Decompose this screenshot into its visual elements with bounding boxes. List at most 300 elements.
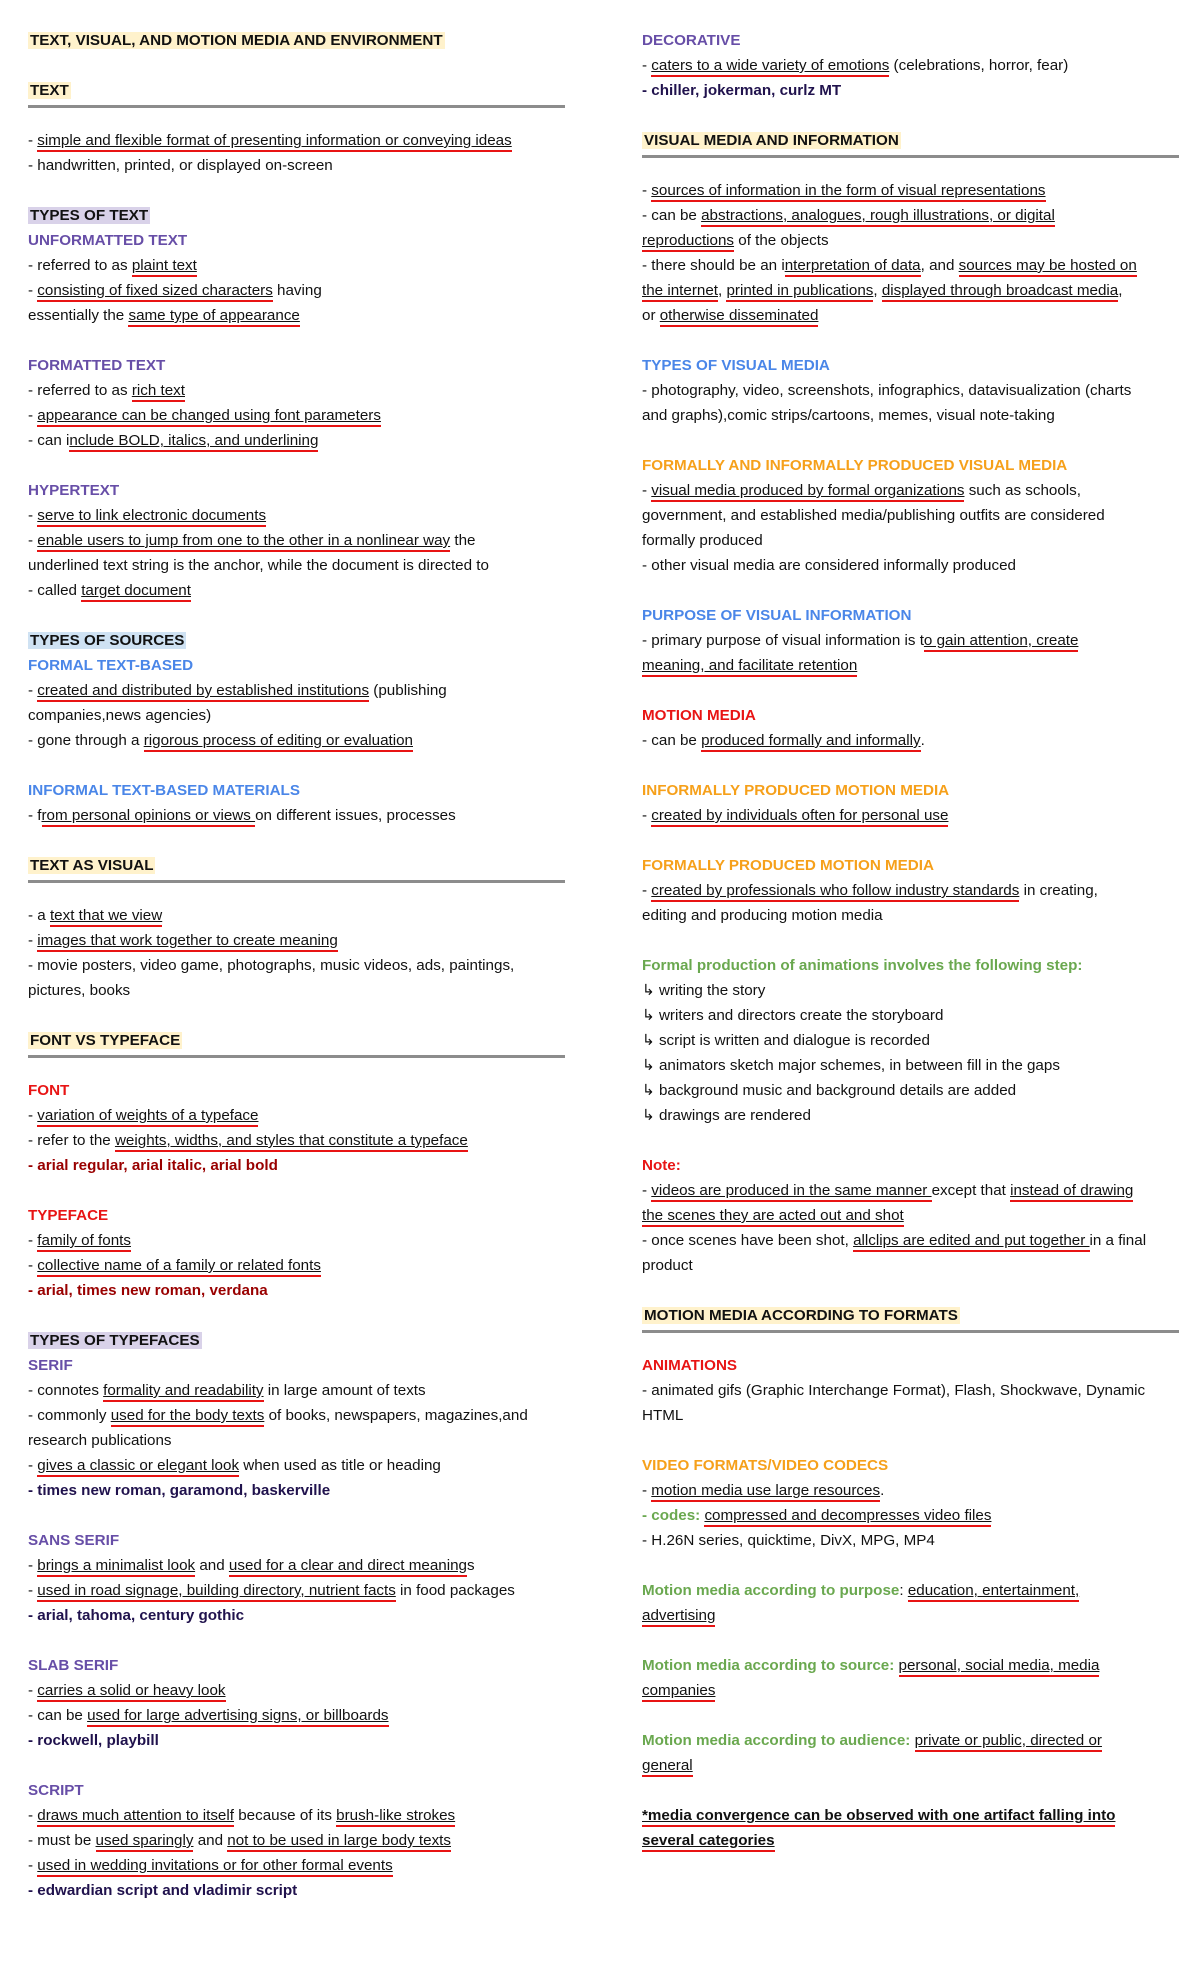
spacer [642,1128,1182,1153]
underlined-phrase: appearance can be changed using font parameters [37,407,381,424]
underlined-phrase: compressed and decompresses video files [704,1507,992,1524]
text-segment: when used as title or heading [239,1457,441,1474]
text-line [28,1228,568,1253]
text-segment: in large amount of texts [263,1382,426,1399]
underlined-phrase: not to be used in large body texts [227,1832,451,1849]
text-segment: because of its [233,1807,337,1824]
text-line [642,528,1182,553]
text-line [642,378,1182,403]
text-line [642,1078,1182,1103]
spacer [642,428,1182,453]
text-segment: ↳ writing the story [642,982,766,999]
heading-text: Formal production of animations involves the following step: [642,957,1083,974]
text-line [642,1578,1182,1603]
text-line [642,1053,1182,1078]
text-line [28,1378,568,1403]
text-segment: , [873,282,882,299]
underlined-phrase: images that work together to create meaning [37,932,338,949]
heading-types-of-text [28,203,568,228]
text-segment: . [920,732,925,749]
text-segment: - can be [28,1707,88,1724]
text-line [642,1728,1182,1753]
text-segment: underlined text string is the anchor, while the document is directed to [28,557,489,574]
spacer [28,53,568,78]
text-line [28,953,568,978]
heading-text: MOTION MEDIA [642,707,756,724]
text-segment: - [28,132,38,149]
heading-text: FORMAL TEXT-BASED [28,657,194,674]
text-line [642,1253,1182,1278]
heading-text: SCRIPT [28,1782,84,1799]
underlined-phrase: variation of weights of a typeface [37,1107,259,1124]
underlined-phrase: rich text [131,382,185,399]
text-segment: - rockwell, playbill [28,1732,159,1749]
text-line [642,628,1182,653]
heading-decorative [642,28,1182,53]
text-segment: and [193,1832,228,1849]
heading-informal-text-based-materials [28,778,568,803]
underlined-phrase: rigorous process of editing or evaluation [143,732,413,749]
text-line [642,253,1182,278]
text-line [28,1278,568,1303]
text-line [642,278,1182,303]
spacer [642,928,1182,953]
text-line [28,728,568,753]
underlined-phrase: the scenes they are acted out and shot [642,1207,904,1224]
text-segment: - must be [28,1832,96,1849]
underlined-phrase: created by professionals who follow industry standards [651,882,1020,899]
divider-line [642,1330,1179,1333]
underlined-phrase: personal, social media, media [898,1657,1100,1674]
text-segment: - [642,482,652,499]
text-segment: ↳ writers and directors create the storyboard [642,1007,944,1024]
underlined-phrase: produced formally and informally [701,732,921,749]
heading-font [28,1078,568,1103]
text-segment: codes: [651,1507,705,1524]
text-segment: - [28,1457,38,1474]
text-segment: - [28,1557,38,1574]
text-line [642,653,1182,678]
heading-text: TYPES OF TYPEFACES [30,1332,200,1349]
text-segment: ↳ script is written and dialogue is recorded [642,1032,930,1049]
left-column [28,28,568,1903]
text-segment: and [195,1557,229,1574]
text-segment: - [642,882,652,899]
heading-text: FORMALLY AND INFORMALLY PRODUCED VISUAL MEDIA [642,457,1068,474]
text-line [28,1403,568,1428]
underlined-phrase: instead of drawing [1010,1182,1134,1199]
heading-text: VISUAL MEDIA AND INFORMATION [644,132,899,149]
text-segment: product [642,1257,693,1274]
text-line [28,503,568,528]
text-segment: - [642,1182,652,1199]
text-line [642,1378,1182,1403]
heading-motion-media-according-to-formats [642,1303,1182,1328]
text-line [642,903,1182,928]
heading-types-of-typefaces [28,1328,568,1353]
heading-video-formats-video-codecs [642,1453,1182,1478]
heading-text: FONT [28,1082,70,1099]
heading-unformatted-text [28,228,568,253]
text-segment: - [28,1257,38,1274]
heading-text: ANIMATIONS [642,1357,738,1374]
text-segment: on different issues, processes [255,807,456,824]
text-segment: research publications [28,1432,172,1449]
text-line [28,1678,568,1703]
underlined-phrase: used in road signage, building directory, nutrient facts [37,1582,396,1599]
text-line [28,1853,568,1878]
heading-text: INFORMALLY PRODUCED MOTION MEDIA [642,782,950,799]
text-segment: - gone through a [28,732,144,749]
heading-types-of-visual-media [642,353,1182,378]
text-segment: - movie posters, video game, photographs, music videos, ads, paintings, [28,957,515,974]
text-segment: , [1118,282,1123,299]
text-line [28,378,568,403]
text-line [28,703,568,728]
text-line [28,1578,568,1603]
text-segment: having [272,282,322,299]
underlined-phrase: general [642,1757,693,1774]
underlined-phrase: created and distributed by established institutions [37,682,370,699]
underlined-phrase: weights, widths, and styles that constitute a typeface [114,1132,468,1149]
heading-text: VIDEO FORMATS/VIDEO CODECS [642,1457,889,1474]
text-line [28,528,568,553]
underlined-phrase: private or public, directed or [914,1732,1102,1749]
heading-text: SANS SERIF [28,1532,120,1549]
spacer [28,828,568,853]
text-segment: of the objects [734,232,829,249]
text-line [28,803,568,828]
text-line [642,228,1182,253]
spacer [642,578,1182,603]
underlined-phrase: used for a clear and direct meaning [228,1557,467,1574]
text-segment: - [642,807,652,824]
text-line [28,1153,568,1178]
heading-text: SLAB SERIF [28,1657,119,1674]
underlined-phrase: brings a minimalist look [37,1557,196,1574]
text-line [642,1653,1182,1678]
text-segment: Motion media according to audience: [642,1732,915,1749]
spacer [642,753,1182,778]
text-line [28,1428,568,1453]
underlined-phrase: printed in publications [726,282,874,299]
heading-formatted-text [28,353,568,378]
text-segment: - H.26N series, quicktime, DivX, MPG, MP4 [642,1532,935,1549]
text-line [642,1103,1182,1128]
text-line [642,1803,1182,1828]
section-divider [642,153,1182,178]
text-line [28,278,568,303]
text-segment: - [28,1807,38,1824]
spacer [642,103,1182,128]
text-line [642,53,1182,78]
text-segment: Motion media according to purpose [642,1582,900,1599]
text-segment: - referred to as [28,382,132,399]
text-line [642,478,1182,503]
underlined-phrase: abstractions, analogues, rough illustrations, or digital [701,207,1055,224]
right-column [642,28,1182,1853]
heading-text: DECORATIVE [642,32,741,49]
underlined-phrase: family of fonts [37,1232,131,1249]
spacer [28,328,568,353]
section-divider [28,103,568,128]
spacer [642,1278,1182,1303]
text-segment: - primary purpose of visual information is t [642,632,924,649]
heading-text: FORMALLY PRODUCED MOTION MEDIA [642,857,934,874]
text-line [28,928,568,953]
heading-formal-production-of-animations-involves [642,953,1182,978]
text-line [642,1178,1182,1203]
text-segment: - [28,532,38,549]
heading-text: MOTION MEDIA ACCORDING TO FORMATS [644,1307,958,1324]
text-line [642,178,1182,203]
underlined-phrase: allclips are edited and put together [853,1232,1090,1249]
text-segment: - [28,1582,38,1599]
divider-line [28,105,565,108]
underlined-phrase: nterpretation of data [784,257,921,274]
spacer [642,1703,1182,1728]
underlined-phrase: companies [642,1682,716,1699]
spacer [28,603,568,628]
section-divider [28,1053,568,1078]
underlined-phrase: used in wedding invitations or for other formal events [37,1857,393,1874]
heading-font-vs-typeface [28,1028,568,1053]
text-segment: , and [920,257,959,274]
text-line [28,253,568,278]
text-segment: or [642,307,660,324]
text-segment: - [28,1232,38,1249]
text-segment: - [28,932,38,949]
heading-text: FORMATTED TEXT [28,357,166,374]
text-segment: ↳ animators sketch major schemes, in between fill in the gaps [642,1057,1060,1074]
underlined-phrase: displayed through broadcast media [881,282,1119,299]
heading-text: HYPERTEXT [28,482,120,499]
text-line [28,1728,568,1753]
spacer [28,1753,568,1778]
text-segment: - there should be an i [642,257,785,274]
underlined-phrase: nclude BOLD, italics, and underlining [69,432,319,449]
divider-line [28,1055,565,1058]
underlined-phrase: o gain attention, create [923,632,1079,649]
spacer [642,1778,1182,1803]
text-line [28,1803,568,1828]
heading-motion-media [642,703,1182,728]
text-segment: - a [28,907,50,924]
text-segment: - animated gifs (Graphic Interchange Format), Flash, Shockwave, Dynamic [642,1382,1146,1399]
text-segment: - can be [642,207,702,224]
text-line [642,553,1182,578]
text-line [28,428,568,453]
text-line [642,1228,1182,1253]
text-segment: - [28,507,38,524]
heading-typeface [28,1203,568,1228]
heading-text: TYPES OF TEXT [30,207,149,224]
text-line [28,1828,568,1853]
heading-formal-text-based [28,653,568,678]
text-line [642,403,1182,428]
underlined-phrase: reproductions [642,232,735,249]
heading-text: PURPOSE OF VISUAL INFORMATION [642,607,912,624]
underlined-phrase: caters to a wide variety of emotions [651,57,890,74]
text-segment: - called [28,582,82,599]
text-line [642,803,1182,828]
text-line [28,903,568,928]
divider-line [642,155,1179,158]
text-segment: - photography, video, screenshots, infographics, datavisualization (charts [642,382,1132,399]
heading-script [28,1778,568,1803]
text-segment: - times new roman, garamond, baskerville [28,1482,331,1499]
heading-formally-produced-motion-media [642,853,1182,878]
text-segment: - other visual media are considered informally produced [642,557,1016,574]
text-line [642,1828,1182,1853]
heading-text: TEXT [30,82,69,99]
text-segment: - once scenes have been shot, [642,1232,854,1249]
text-segment: - arial, tahoma, century gothic [28,1607,245,1624]
text-line [642,1678,1182,1703]
underlined-phrase: formality and readability [103,1382,264,1399]
underlined-phrase: sources of information in the form of visual representations [651,182,1046,199]
heading-animations [642,1353,1182,1378]
text-segment: - can i [28,432,70,449]
text-segment: - [28,407,38,424]
heading-purpose-of-visual-information [642,603,1182,628]
underlined-phrase: videos are produced in the same manner [651,1182,932,1199]
underlined-phrase: gives a classic or elegant look [37,1457,240,1474]
heading-sans-serif [28,1528,568,1553]
heading-serif [28,1353,568,1378]
text-segment: - connotes [28,1382,104,1399]
text-segment: and graphs),comic strips/cartoons, memes, visual note-taking [642,407,1055,424]
underlined-phrase: serve to link electronic documents [37,507,267,524]
heading-hypertext [28,478,568,503]
text-segment: - commonly [28,1407,111,1424]
text-line [28,1878,568,1903]
text-segment: in food packages [395,1582,515,1599]
text-segment: HTML [642,1407,684,1424]
text-line [642,303,1182,328]
text-line [28,153,568,178]
text-line [642,1503,1182,1528]
spacer [28,1303,568,1328]
heading-text: INFORMAL TEXT-BASED MATERIALS [28,782,300,799]
text-line [642,1403,1182,1428]
text-segment: - [642,57,652,74]
text-line [642,203,1182,228]
section-divider [642,1328,1182,1353]
text-segment: - referred to as [28,257,132,274]
text-segment: - [28,282,38,299]
text-line [28,303,568,328]
underlined-phrase: created by individuals often for personal use [651,807,949,824]
text-segment: formally produced [642,532,763,549]
text-segment: in a final [1089,1232,1147,1249]
underlined-phrase: several categories [642,1832,775,1849]
text-segment: companies,news agencies) [28,707,212,724]
text-segment: - [642,1507,652,1524]
text-line [28,1128,568,1153]
text-line [28,403,568,428]
underlined-phrase: sources may be hosted on [958,257,1137,274]
text-line [642,1528,1182,1553]
heading-text: FONT VS TYPEFACE [30,1032,181,1049]
text-line [28,1553,568,1578]
underlined-phrase: education, entertainment, [907,1582,1080,1599]
underlined-phrase: otherwise disseminated [659,307,819,324]
text-segment: - arial, times new roman, verdana [28,1282,268,1299]
underlined-phrase: text that we view [49,907,163,924]
heading-text: TYPES OF SOURCES [30,632,185,649]
text-line [642,1028,1182,1053]
spacer [28,1503,568,1528]
spacer [28,178,568,203]
spacer [642,678,1182,703]
text-line [642,1478,1182,1503]
heading-note [642,1153,1182,1178]
heading-slab-serif [28,1653,568,1678]
text-line [28,678,568,703]
text-segment: , [718,282,727,299]
underlined-phrase: used for the body texts [110,1407,265,1424]
text-line [642,1603,1182,1628]
text-segment: - handwritten, printed, or displayed on-screen [28,157,333,174]
text-line [28,578,568,603]
text-line [28,978,568,1003]
text-segment: the [450,532,476,549]
underlined-phrase: visual media produced by formal organizations [651,482,965,499]
heading-text: TEXT, VISUAL, AND MOTION MEDIA AND ENVIRONMENT [30,32,443,49]
heading-visual-media-and-information [642,128,1182,153]
text-segment: - [28,1857,38,1874]
spacer [642,1428,1182,1453]
spacer [28,1628,568,1653]
underlined-phrase: used sparingly [95,1832,194,1849]
underlined-phrase: rom personal opinions or views [41,807,256,824]
text-line [642,1203,1182,1228]
text-segment: in creating, [1019,882,1098,899]
text-segment: - edwardian script and vladimir script [28,1882,298,1899]
underlined-phrase: the internet [642,282,718,299]
spacer [28,453,568,478]
text-line [28,553,568,578]
spacer [642,828,1182,853]
underlined-phrase: carries a solid or heavy look [37,1682,226,1699]
spacer [642,328,1182,353]
text-segment: pictures, books [28,982,131,999]
text-line [28,1103,568,1128]
spacer [28,753,568,778]
text-line [642,978,1182,1003]
text-segment: essentially the [28,307,129,324]
underlined-phrase: brush-like strokes [336,1807,456,1824]
text-segment: ↳ drawings are rendered [642,1107,811,1124]
text-segment: - arial regular, arial italic, arial bold [28,1157,278,1174]
heading-text: Note: [642,1157,681,1174]
text-segment: - f [28,807,42,824]
heading-text [28,78,568,103]
text-segment: : [899,1582,908,1599]
underlined-phrase: *media convergence can be observed with one artifact falling into [642,1807,1116,1824]
text-segment: - [28,682,38,699]
text-line [642,1003,1182,1028]
heading-informally-produced-motion-media [642,778,1182,803]
underlined-phrase: same type of appearance [128,307,300,324]
underlined-phrase: target document [81,582,191,599]
text-segment: - [642,182,652,199]
text-line [28,1478,568,1503]
heading-text: TYPES OF VISUAL MEDIA [642,357,830,374]
heading-text: TYPEFACE [28,1207,109,1224]
heading-formally-and-informally-produced-visual- [642,453,1182,478]
